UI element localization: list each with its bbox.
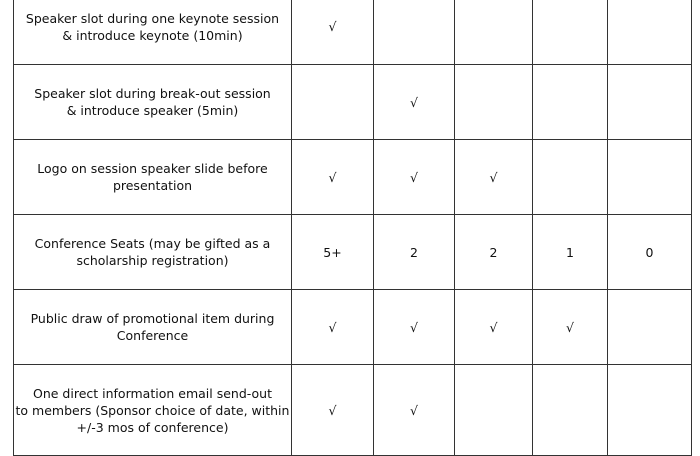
table-row: [14, 140, 692, 215]
tier-cell: √: [374, 290, 455, 365]
tier-cell: [374, 0, 455, 65]
tier-cell: [533, 0, 608, 65]
tier-cell: 5+: [292, 215, 374, 290]
table-row: [14, 365, 692, 456]
tier-cell: [292, 65, 374, 140]
tier-cell: [608, 290, 692, 365]
tier-cell: 2: [374, 215, 455, 290]
benefit-label: Speaker slot during one keynote session & introduce keynote (10min): [14, 0, 292, 65]
tier-cell: √: [292, 140, 374, 215]
tier-cell: [608, 65, 692, 140]
benefit-label: Public draw of promotional item during Conference: [14, 290, 292, 365]
benefit-label: Speaker slot during break-out session & introduce speaker (5min): [14, 65, 292, 140]
table-row: [14, 215, 692, 290]
tier-cell: 0: [608, 215, 692, 290]
tier-cell: [533, 365, 608, 456]
tier-cell: √: [533, 290, 608, 365]
tier-cell: √: [374, 140, 455, 215]
tier-cell: 1: [533, 215, 608, 290]
tier-cell: [608, 0, 692, 65]
tier-cell: √: [292, 290, 374, 365]
benefit-label: Conference Seats (may be gifted as a scholarship registration): [14, 215, 292, 290]
tier-cell: √: [292, 0, 374, 65]
table-row: [14, 0, 692, 65]
benefit-label: Logo on session speaker slide before presentation: [14, 140, 292, 215]
tier-cell: [608, 140, 692, 215]
tier-cell: √: [292, 365, 374, 456]
tier-cell: [533, 140, 608, 215]
tier-cell: [455, 365, 533, 456]
table-row: [14, 65, 692, 140]
tier-cell: √: [455, 290, 533, 365]
tier-cell: √: [374, 365, 455, 456]
table-row: [14, 290, 692, 365]
tier-cell: [455, 65, 533, 140]
sponsorship-benefits-table: [13, 0, 692, 456]
tier-cell: √: [455, 140, 533, 215]
benefit-label: One direct information email send-out to members (Sponsor choice of date, within +/-3 mos of conference): [14, 365, 292, 456]
tier-cell: [608, 365, 692, 456]
tier-cell: [455, 0, 533, 65]
tier-cell: √: [374, 65, 455, 140]
tier-cell: 2: [455, 215, 533, 290]
tier-cell: [533, 65, 608, 140]
